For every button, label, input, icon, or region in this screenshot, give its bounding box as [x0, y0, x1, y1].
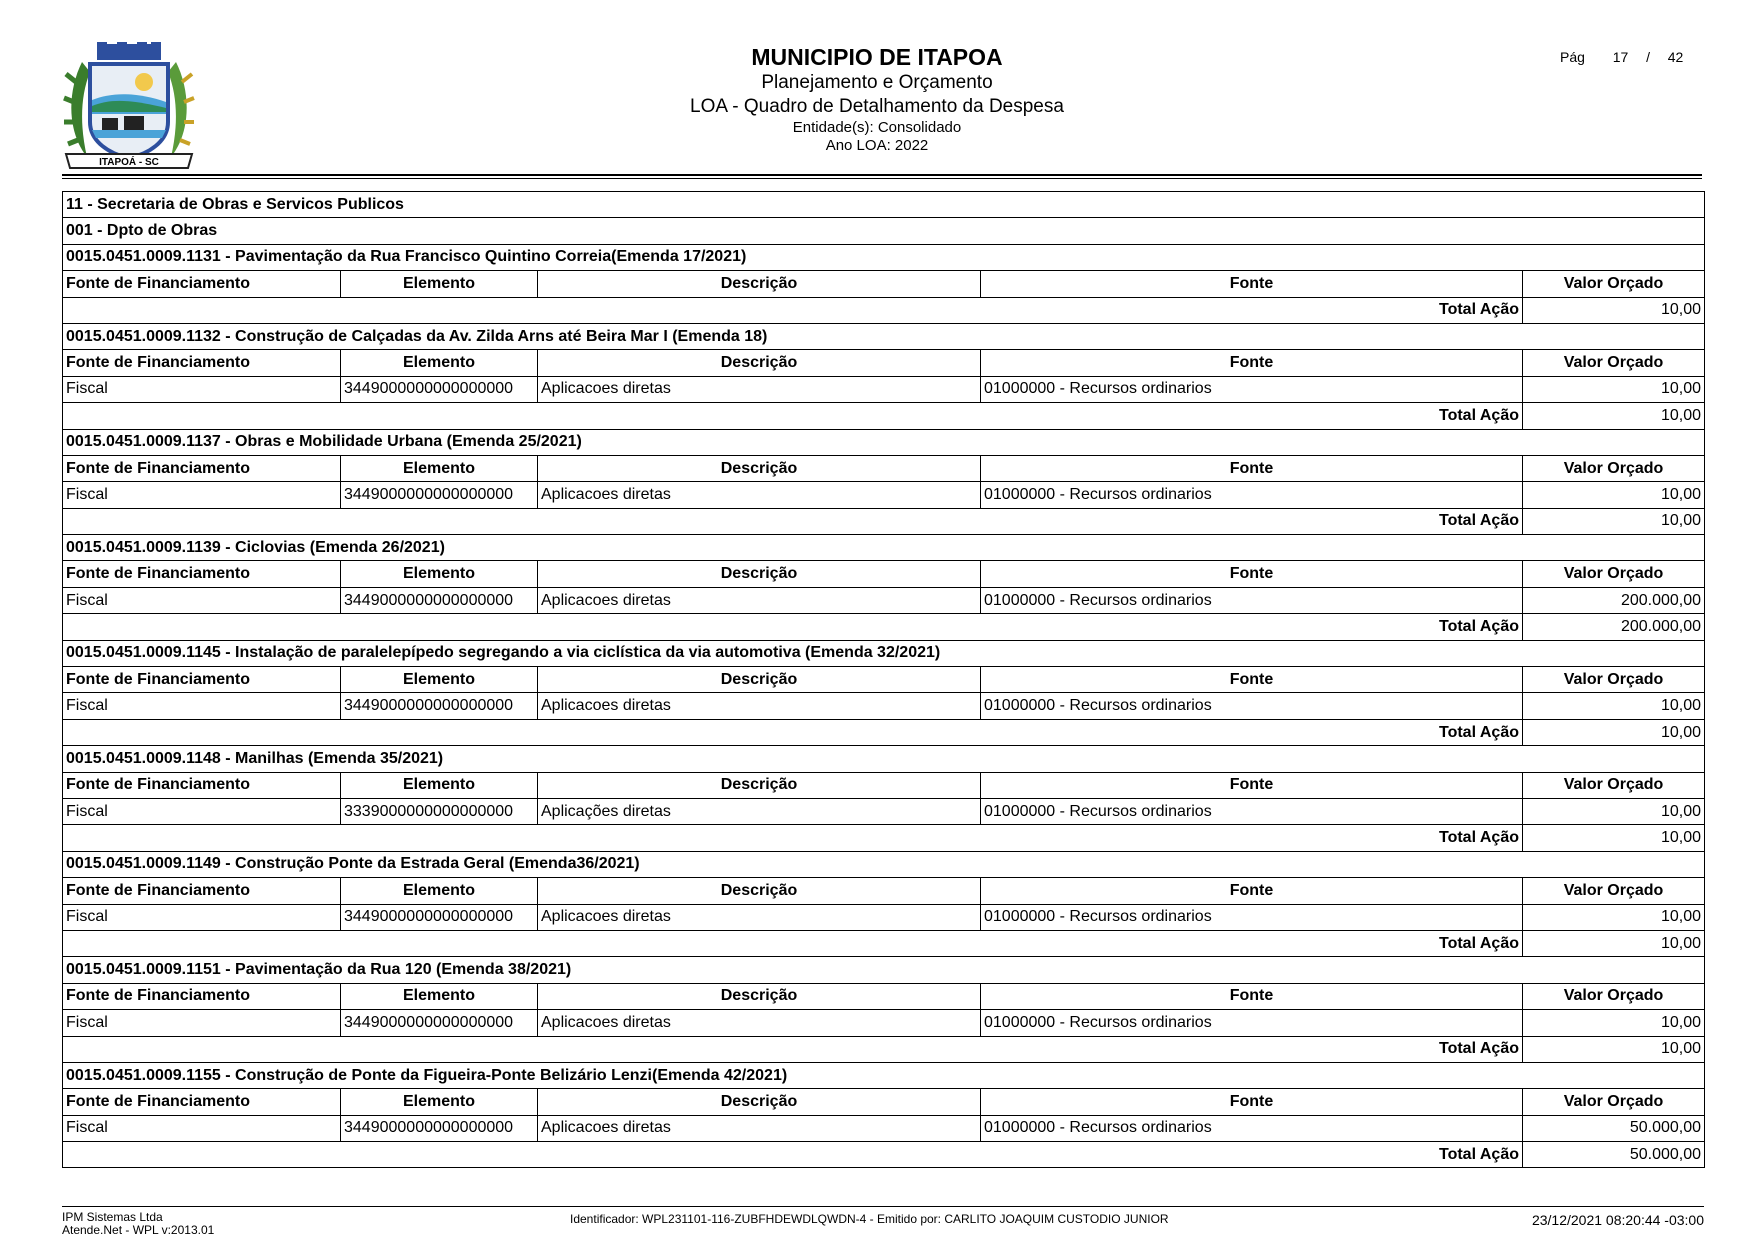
action-title-row: [63, 851, 1705, 877]
col-descricao: Descrição: [538, 561, 981, 587]
cell-fonte: 01000000 - Recursos ordinarios: [981, 1010, 1523, 1036]
column-header-row: [63, 561, 1705, 587]
col-descricao: Descrição: [538, 271, 981, 297]
entities-label: Entidade(s): Consolidado: [792, 119, 962, 136]
col-fonte-financiamento: Fonte de Financiamento: [63, 878, 341, 904]
column-header-row: [63, 350, 1705, 376]
svg-text:ITAPOÁ - SC: ITAPOÁ - SC: [99, 157, 159, 168]
table-row: [63, 376, 1705, 402]
cell-elemento: 3449000000000000000: [341, 904, 538, 930]
page-total: 42: [1667, 49, 1684, 65]
header-divider: [62, 174, 1702, 176]
total-value: 10,00: [1523, 930, 1705, 956]
total-value: 50.000,00: [1523, 1142, 1705, 1168]
table-row: [63, 1115, 1705, 1141]
cell-fonte-financiamento: Fiscal: [63, 482, 341, 508]
cell-descricao: Aplicações diretas: [538, 798, 981, 824]
cell-fonte: 01000000 - Recursos ordinarios: [981, 693, 1523, 719]
col-fonte-financiamento: Fonte de Financiamento: [63, 1089, 341, 1115]
total-label: Total Ação: [63, 1036, 1523, 1062]
col-elemento: Elemento: [341, 667, 538, 693]
table-row: [63, 482, 1705, 508]
col-elemento: Elemento: [341, 1089, 538, 1115]
table-row: [63, 798, 1705, 824]
total-value: 10,00: [1523, 297, 1705, 323]
action-title: 0015.0451.0009.1155 - Construção de Ponte da Figueira-Ponte Belizário Lenzi(Emenda 42/2021): [63, 1062, 1705, 1088]
expense-detail-table: [62, 191, 1705, 1168]
col-elemento: Elemento: [341, 983, 538, 1009]
title-block: [0, 44, 1754, 155]
cell-fonte-financiamento: Fiscal: [63, 376, 341, 402]
action-title-row: [63, 323, 1705, 349]
cell-descricao: Aplicacoes diretas: [538, 693, 981, 719]
col-valor-orcado: Valor Orçado: [1523, 561, 1705, 587]
col-fonte: Fonte: [981, 772, 1523, 798]
column-header-row: [63, 983, 1705, 1009]
footer-company-block: [62, 1211, 214, 1237]
total-label: Total Ação: [63, 403, 1523, 429]
action-title-row: [63, 244, 1705, 270]
cell-valor-orcado: 50.000,00: [1523, 1115, 1705, 1141]
col-fonte-financiamento: Fonte de Financiamento: [63, 983, 341, 1009]
footer-datetime: 23/12/2021 08:20:44 -03:00: [1531, 1212, 1704, 1228]
cell-fonte: 01000000 - Recursos ordinarios: [981, 1115, 1523, 1141]
col-fonte-financiamento: Fonte de Financiamento: [63, 561, 341, 587]
department-subtitle: Planejamento e Orçamento: [761, 72, 993, 93]
action-title: 0015.0451.0009.1145 - Instalação de paralelepípedo segregando a via ciclística da via automotiva (Emenda 32/2021): [63, 640, 1705, 666]
table-row: [63, 1010, 1705, 1036]
total-label: Total Ação: [63, 825, 1523, 851]
column-header-row: [63, 667, 1705, 693]
page-label: Pág: [1560, 49, 1585, 65]
cell-elemento: 3449000000000000000: [341, 1010, 538, 1036]
departamento-row: [63, 218, 1705, 244]
table-row: [63, 587, 1705, 613]
municipality-title: MUNICIPIO DE ITAPOA: [751, 44, 1003, 70]
cell-fonte-financiamento: Fiscal: [63, 1010, 341, 1036]
secretaria-row: [63, 192, 1705, 218]
table-row: [63, 693, 1705, 719]
cell-fonte-financiamento: Fiscal: [63, 1115, 341, 1141]
cell-fonte: 01000000 - Recursos ordinarios: [981, 904, 1523, 930]
expense-table-body: [63, 192, 1705, 1168]
page-counter: [1560, 49, 1683, 65]
col-fonte: Fonte: [981, 350, 1523, 376]
cell-descricao: Aplicacoes diretas: [538, 482, 981, 508]
total-row: [63, 508, 1705, 534]
action-title-row: [63, 957, 1705, 983]
page-separator: /: [1646, 49, 1650, 65]
col-valor-orcado: Valor Orçado: [1523, 350, 1705, 376]
cell-elemento: 3449000000000000000: [341, 693, 538, 719]
cell-elemento: 3449000000000000000: [341, 587, 538, 613]
column-header-row: [63, 271, 1705, 297]
total-row: [63, 1142, 1705, 1168]
col-valor-orcado: Valor Orçado: [1523, 878, 1705, 904]
secretaria-label: 11 - Secretaria de Obras e Servicos Publicos: [63, 192, 1705, 218]
col-valor-orcado: Valor Orçado: [1523, 983, 1705, 1009]
column-header-row: [63, 455, 1705, 481]
action-title-row: [63, 640, 1705, 666]
cell-valor-orcado: 10,00: [1523, 693, 1705, 719]
col-valor-orcado: Valor Orçado: [1523, 772, 1705, 798]
cell-valor-orcado: 10,00: [1523, 376, 1705, 402]
total-label: Total Ação: [63, 719, 1523, 745]
cell-fonte-financiamento: Fiscal: [63, 587, 341, 613]
header-divider-thin: [62, 178, 1702, 179]
col-elemento: Elemento: [341, 271, 538, 297]
total-value: 10,00: [1523, 403, 1705, 429]
cell-fonte: 01000000 - Recursos ordinarios: [981, 482, 1523, 508]
total-label: Total Ação: [63, 930, 1523, 956]
action-title-row: [63, 429, 1705, 455]
col-valor-orcado: Valor Orçado: [1523, 455, 1705, 481]
cell-fonte-financiamento: Fiscal: [63, 693, 341, 719]
cell-descricao: Aplicacoes diretas: [538, 904, 981, 930]
total-value: 10,00: [1523, 1036, 1705, 1062]
footer-version: Atende.Net - WPL v:2013.01: [62, 1223, 215, 1237]
col-elemento: Elemento: [341, 455, 538, 481]
table-row: [63, 904, 1705, 930]
page-current: 17: [1612, 49, 1629, 65]
col-descricao: Descrição: [538, 455, 981, 481]
total-row: [63, 719, 1705, 745]
cell-descricao: Aplicacoes diretas: [538, 1115, 981, 1141]
cell-valor-orcado: 10,00: [1523, 904, 1705, 930]
cell-fonte: 01000000 - Recursos ordinarios: [981, 376, 1523, 402]
cell-fonte-financiamento: Fiscal: [63, 904, 341, 930]
cell-descricao: Aplicacoes diretas: [538, 1010, 981, 1036]
total-value: 10,00: [1523, 825, 1705, 851]
total-row: [63, 403, 1705, 429]
cell-elemento: 3449000000000000000: [341, 482, 538, 508]
col-fonte: Fonte: [981, 667, 1523, 693]
column-header-row: [63, 1089, 1705, 1115]
total-label: Total Ação: [63, 508, 1523, 534]
col-fonte: Fonte: [981, 983, 1523, 1009]
total-row: [63, 614, 1705, 640]
col-fonte-financiamento: Fonte de Financiamento: [63, 350, 341, 376]
total-row: [63, 825, 1705, 851]
cell-valor-orcado: 200.000,00: [1523, 587, 1705, 613]
cell-valor-orcado: 10,00: [1523, 482, 1705, 508]
col-elemento: Elemento: [341, 350, 538, 376]
col-fonte-financiamento: Fonte de Financiamento: [63, 667, 341, 693]
total-label: Total Ação: [63, 614, 1523, 640]
col-descricao: Descrição: [538, 983, 981, 1009]
col-fonte-financiamento: Fonte de Financiamento: [63, 455, 341, 481]
action-title: 0015.0451.0009.1149 - Construção Ponte da Estrada Geral (Emenda36/2021): [63, 851, 1705, 877]
col-fonte: Fonte: [981, 561, 1523, 587]
total-label: Total Ação: [63, 297, 1523, 323]
report-name: LOA - Quadro de Detalhamento da Despesa: [690, 96, 1064, 117]
col-fonte: Fonte: [981, 1089, 1523, 1115]
total-row: [63, 1036, 1705, 1062]
col-valor-orcado: Valor Orçado: [1523, 667, 1705, 693]
total-row: [63, 297, 1705, 323]
total-label: Total Ação: [63, 1142, 1523, 1168]
cell-descricao: Aplicacoes diretas: [538, 587, 981, 613]
col-elemento: Elemento: [341, 878, 538, 904]
action-title: 0015.0451.0009.1139 - Ciclovias (Emenda 26/2021): [63, 535, 1705, 561]
cell-descricao: Aplicacoes diretas: [538, 376, 981, 402]
col-fonte-financiamento: Fonte de Financiamento: [63, 772, 341, 798]
cell-valor-orcado: 10,00: [1523, 798, 1705, 824]
col-fonte: Fonte: [981, 455, 1523, 481]
cell-fonte: 01000000 - Recursos ordinarios: [981, 587, 1523, 613]
col-fonte-financiamento: Fonte de Financiamento: [63, 271, 341, 297]
action-title: 0015.0451.0009.1131 - Pavimentação da Rua Francisco Quintino Correia(Emenda 17/2021): [63, 244, 1705, 270]
col-descricao: Descrição: [538, 667, 981, 693]
cell-elemento: 3449000000000000000: [341, 1115, 538, 1141]
total-value: 200.000,00: [1523, 614, 1705, 640]
action-title-row: [63, 746, 1705, 772]
total-value: 10,00: [1523, 719, 1705, 745]
action-title: 0015.0451.0009.1137 - Obras e Mobilidade Urbana (Emenda 25/2021): [63, 429, 1705, 455]
total-value: 10,00: [1523, 508, 1705, 534]
col-fonte: Fonte: [981, 271, 1523, 297]
cell-elemento: 3449000000000000000: [341, 376, 538, 402]
col-elemento: Elemento: [341, 561, 538, 587]
action-title-row: [63, 1062, 1705, 1088]
cell-elemento: 3339000000000000000: [341, 798, 538, 824]
action-title: 0015.0451.0009.1148 - Manilhas (Emenda 35/2021): [63, 746, 1705, 772]
col-valor-orcado: Valor Orçado: [1523, 271, 1705, 297]
cell-fonte: 01000000 - Recursos ordinarios: [981, 798, 1523, 824]
col-valor-orcado: Valor Orçado: [1523, 1089, 1705, 1115]
action-title-row: [63, 535, 1705, 561]
cell-fonte-financiamento: Fiscal: [63, 798, 341, 824]
footer-identifier: Identificador: WPL231101-116-ZUBFHDEWDLQWDN-4 - Emitido por: CARLITO JOAQUIM CUSTODIO JUNIOR: [570, 1212, 1169, 1226]
footer-company: IPM Sistemas Ltda: [62, 1210, 163, 1224]
report-header: [0, 0, 1754, 180]
year-label: Ano LOA: 2022: [825, 137, 929, 154]
col-descricao: Descrição: [538, 1089, 981, 1115]
col-elemento: Elemento: [341, 772, 538, 798]
action-title: 0015.0451.0009.1132 - Construção de Calçadas da Av. Zilda Arns até Beira Mar I (Emenda 18): [63, 323, 1705, 349]
total-row: [63, 930, 1705, 956]
report-footer: [62, 1206, 1704, 1237]
column-header-row: [63, 878, 1705, 904]
col-fonte: Fonte: [981, 878, 1523, 904]
col-descricao: Descrição: [538, 350, 981, 376]
col-descricao: Descrição: [538, 878, 981, 904]
col-descricao: Descrição: [538, 772, 981, 798]
column-header-row: [63, 772, 1705, 798]
cell-valor-orcado: 10,00: [1523, 1010, 1705, 1036]
departamento-label: 001 - Dpto de Obras: [63, 218, 1705, 244]
action-title: 0015.0451.0009.1151 - Pavimentação da Rua 120 (Emenda 38/2021): [63, 957, 1705, 983]
